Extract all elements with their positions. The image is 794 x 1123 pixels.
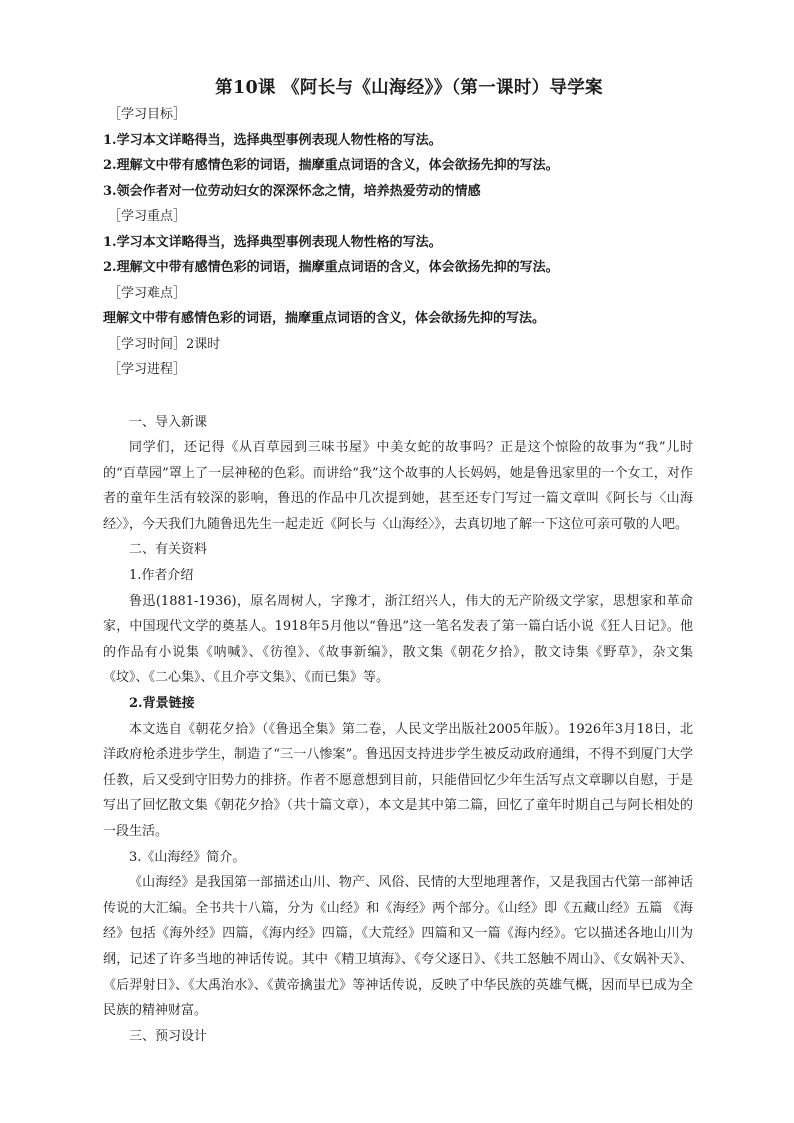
document-page	[103, 76, 693, 1049]
section-1-paragraph: 同学们，还记得《从百草园到三味书屋》中美女蛇的故事吗？正是这个惊险的故事为“我”儿时的“百草园”罩上了一层神秘的色彩。而讲给“我”这个故事的人长妈妈，她是鲁迅家里的一个女工，对作者的童年生活有较深的影响，鲁迅的作品中几次提到她，甚至还专门写过一篇文章叫《阿长与〈山海经〉》，今天我们九随鲁迅先生一起走近《阿长与〈山海经〉》，去真切地了解一下这位可亲可敬的人吧。	[103, 440, 693, 532]
study-time: ［学习时间］2课时	[108, 336, 221, 352]
study-process-heading: ［学习进程］	[108, 362, 187, 377]
objectives-heading: ［学习目标］	[108, 107, 187, 122]
key-points-heading: ［学习重点］	[108, 209, 187, 224]
spacer	[103, 383, 693, 410]
shanhaijing-paragraph: 《山海经》是我国第一部描述山川、物产、风俗、民情的大型地理著作，又是我国古代第一部神话传说的大汇编。全书共十八篇，分为《山经》和《海经》两个部分。《山经》即《五藏山经》五篇 《海经》包括《海外经》四篇，《海内经》四篇，《大荒经》四篇和又一篇《海内经》。它以描述各地山川为纲，记述了许多当地的神话传说。其中《精卫填海》、《夸父逐日》、《共工怒触不周山》、《女娲补天》、《后羿射日》、《大禹治水》、《黄帝擒蚩尤》等神话传说，反映了中华民族的英雄气概，因而早已成为全民族的精神财富。	[103, 875, 693, 1019]
key-point-item-1: 1.学习本文详略得当，选择典型事例表现人物性格的写法。	[103, 234, 442, 250]
shanhaijing-heading: 3.《山海经》简介。	[129, 849, 246, 865]
background-heading: 2.背景链接	[129, 696, 195, 712]
objective-item-2: 2.理解文中带有感情色彩的词语，揣摩重点词语的含义，体会欲扬先抑的写法。	[103, 158, 559, 173]
author-intro-heading: 1.作者介绍	[129, 568, 194, 584]
objective-item-3: 3.领会作者对一位劳动妇女的深深怀念之情，培养热爱劳动的情感	[103, 183, 481, 199]
page-title: 第10课 《阿长与《山海经》》（第一课时）导学案	[215, 78, 603, 98]
difficulties-text: 理解文中带有感情色彩的词语，揣摩重点词语的含义，体会欲扬先抑的写法。	[103, 311, 546, 326]
key-point-item-2: 2.理解文中带有感情色彩的词语，揣摩重点词语的含义，体会欲扬先抑的写法。	[103, 260, 559, 275]
background-paragraph: 本文选自《朝花夕拾》（《鲁迅全集》第二卷，人民文学出版社2005年版）。1926年3月18日，北洋政府枪杀进步学生，制造了“三一八惨案”。鲁迅因支持进步学生被反动政府通缉，不得不到厦门大学任教，后又受到守旧势力的排挤。作者不愿意想到目前，只能借回忆少年生活写点文章聊以自慰，于是写出了回忆散文集《朝花夕拾》（共十篇文章），本文是其中第二篇，回忆了童年时期自己与阿长相处的一段生活。	[103, 721, 693, 839]
section-1-heading: 一、导入新课	[129, 414, 208, 430]
difficulties-heading: ［学习难点］	[108, 285, 187, 301]
objective-item-1: 1.学习本文详略得当，选择典型事例表现人物性格的写法。	[103, 132, 442, 148]
section-2-heading: 二、有关资料	[129, 542, 208, 558]
author-intro-paragraph: 鲁迅(1881-1936)，原名周树人，字豫才，浙江绍兴人，伟大的无产阶级文学家，思想家和革命家，中国现代文学的奠基人。1918年5月他以“鲁迅”这一笔名发表了第一篇白话小说《狂人日记》。他的作品有小说集《呐喊》、《彷徨》、《故事新编》，散文集《朝花夕拾》，散文诗集《野草》，杂文集《坟》、《二心集》、《且介亭文集》、《而已集》等。	[103, 593, 693, 686]
section-3-heading: 三、预习设计	[129, 1028, 208, 1044]
